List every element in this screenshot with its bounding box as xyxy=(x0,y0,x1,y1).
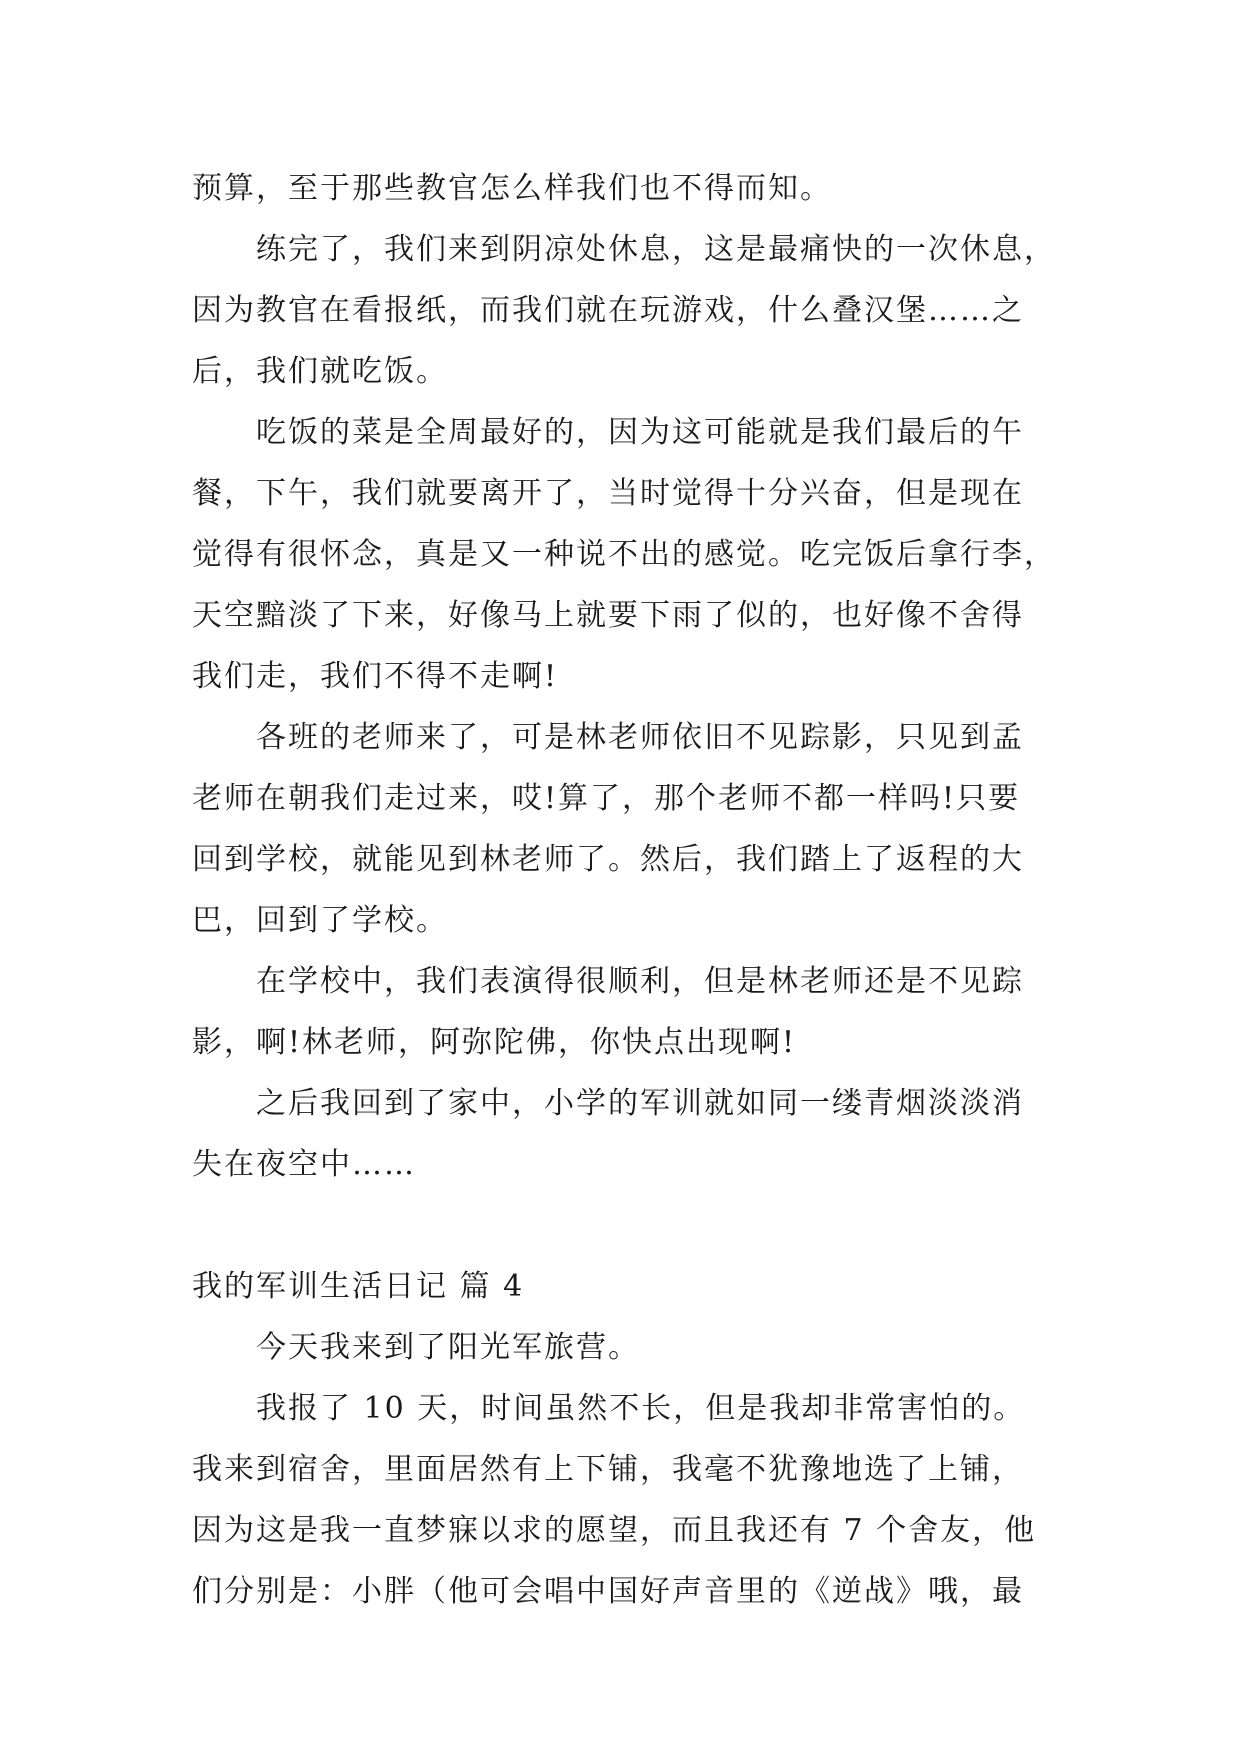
text-line: 我报了 10 天，时间虽然不长，但是我却非常害怕的。 xyxy=(256,1391,1026,1426)
text-line: 吃饭的菜是全周最好的，因为这可能就是我们最后的午 xyxy=(256,415,1024,450)
text-line: 我来到宿舍，里面居然有上下铺，我毫不犹豫地选了上铺， xyxy=(192,1452,1024,1487)
text-line: 餐，下午，我们就要离开了，当时觉得十分兴奋，但是现在 xyxy=(192,476,1024,511)
text-line: 觉得有很怀念，真是又一种说不出的感觉。吃完饭后拿行李， xyxy=(192,537,1056,572)
section-title: 我的军训生活日记 篇 4 xyxy=(192,1269,525,1304)
section-gap xyxy=(192,1195,1054,1256)
text-line: 练完了，我们来到阴凉处休息，这是最痛快的一次休息， xyxy=(256,232,1056,267)
text-line: 们分别是：小胖（他可会唱中国好声音里的《逆战》哦，最 xyxy=(192,1574,1024,1609)
text-line: 预算，至于那些教官怎么样我们也不得而知。 xyxy=(192,171,832,206)
text-line: 天空黯淡了下来，好像马上就要下雨了似的，也好像不舍得 xyxy=(192,598,1024,633)
text-line: 后，我们就吃饭。 xyxy=(192,354,448,389)
text-line: 我们走，我们不得不走啊! xyxy=(192,659,559,694)
text-block-before xyxy=(192,158,1054,1195)
text-line: 失在夜空中…… xyxy=(192,1147,416,1182)
text-line: 之后我回到了家中，小学的军训就如同一缕青烟淡淡消 xyxy=(256,1086,1024,1121)
text-line: 各班的老师来了，可是林老师依旧不见踪影，只见到孟 xyxy=(256,720,1024,755)
document-body xyxy=(192,158,1054,1622)
text-block-after xyxy=(192,1317,1054,1622)
text-line: 老师在朝我们走过来，哎!算了，那个老师不都一样吗!只要 xyxy=(192,781,1021,816)
text-line: 因为这是我一直梦寐以求的愿望，而且我还有 7 个舍友，他 xyxy=(192,1513,1037,1548)
text-line: 巴，回到了学校。 xyxy=(192,903,448,938)
text-line: 在学校中，我们表演得很顺利，但是林老师还是不见踪 xyxy=(256,964,1024,999)
text-line: 影，啊!林老师，阿弥陀佛，你快点出现啊! xyxy=(192,1025,797,1060)
text-line: 回到学校，就能见到林老师了。然后，我们踏上了返程的大 xyxy=(192,842,1024,877)
text-line: 因为教官在看报纸，而我们就在玩游戏，什么叠汉堡……之 xyxy=(192,293,1024,328)
text-line: 今天我来到了阳光军旅营。 xyxy=(256,1330,640,1365)
